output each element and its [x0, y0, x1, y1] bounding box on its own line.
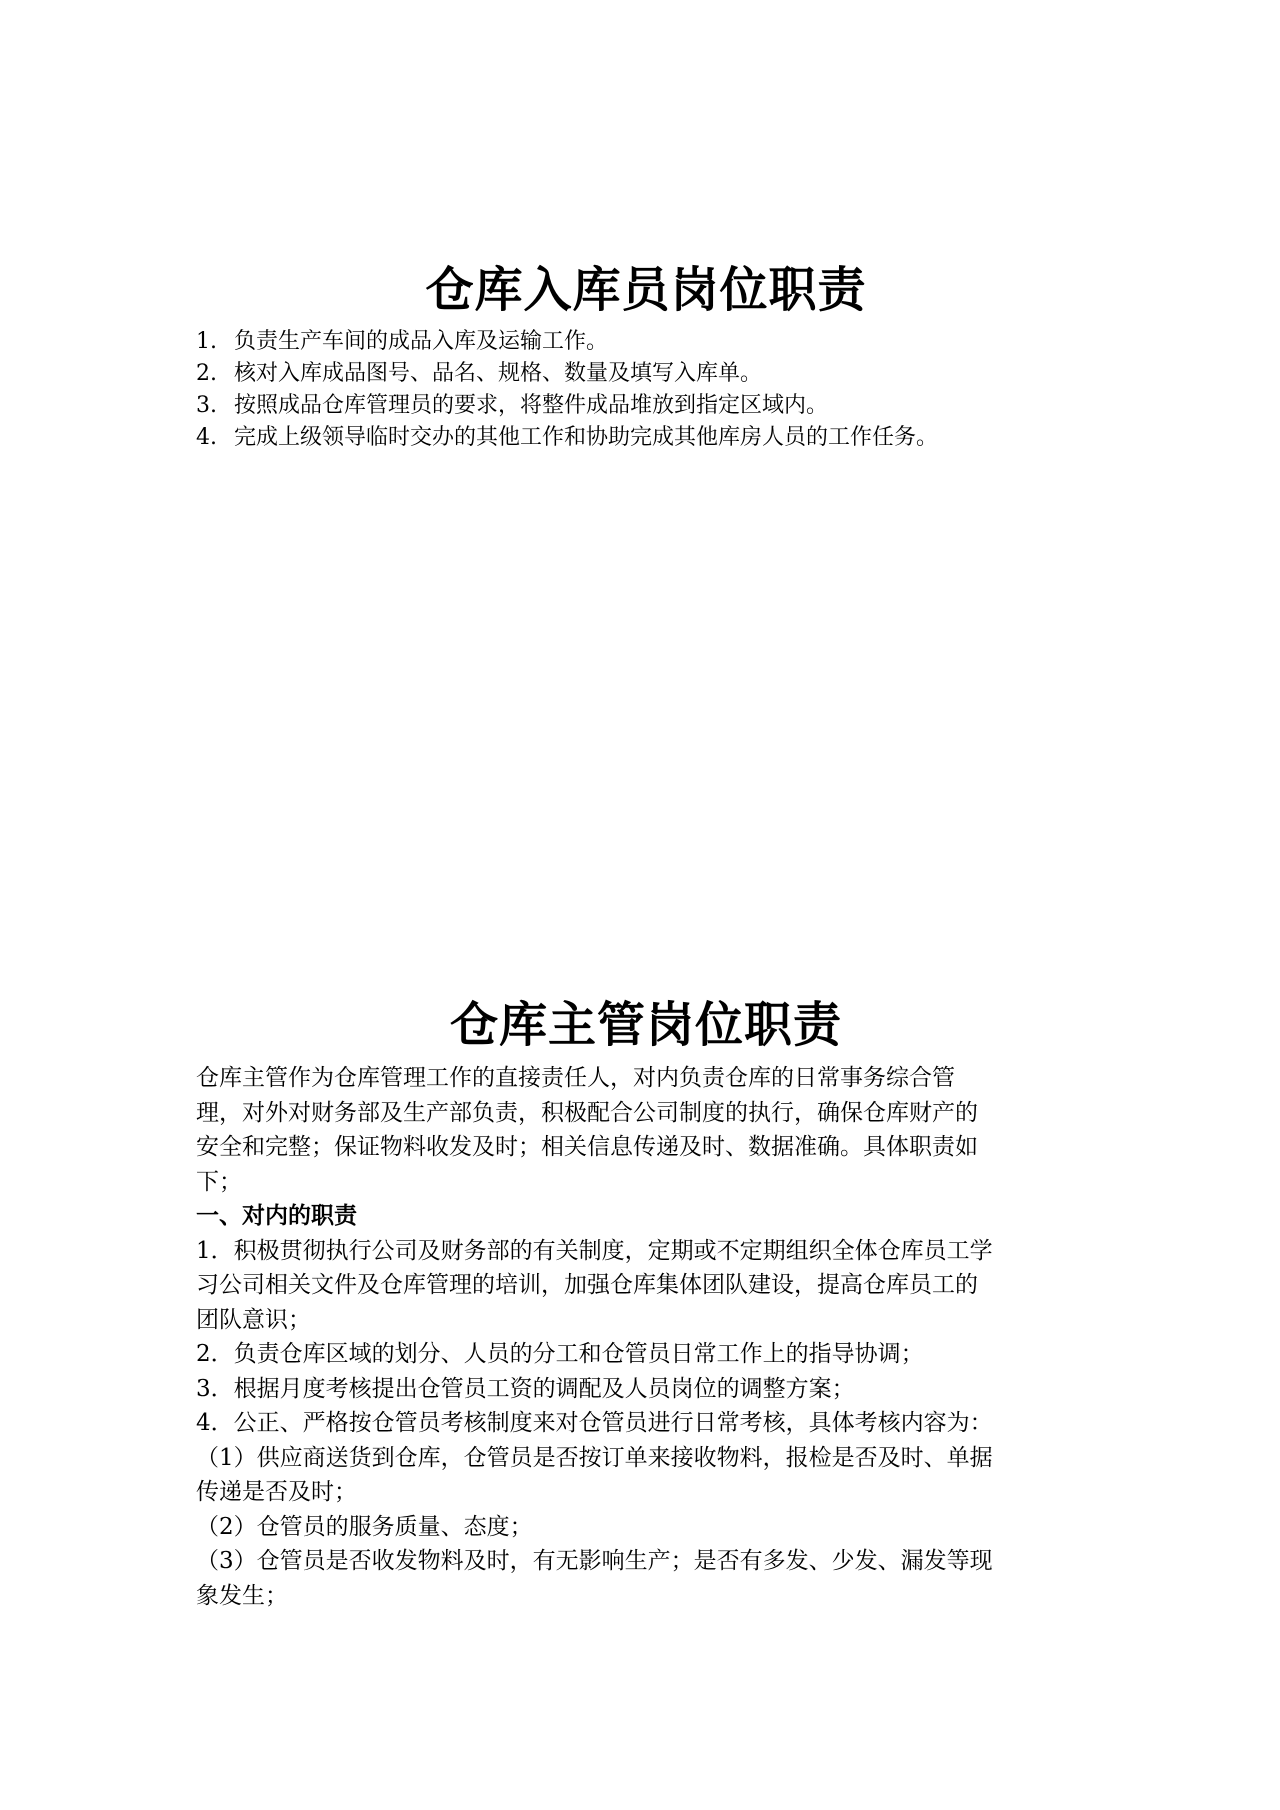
intro-paragraph	[196, 1061, 1096, 1199]
text-line: 习公司相关文件及仓库管理的培训，加强仓库集体团队建设，提高仓库员工的	[196, 1272, 978, 1298]
list-item	[196, 326, 1096, 358]
text-line: 理，对外对财务部及生产部负责，积极配合公司制度的执行，确保仓库财产的	[196, 1099, 978, 1126]
item-number: 3.	[196, 393, 217, 418]
section-warehouse-receiving-clerk	[196, 260, 1096, 454]
list-item	[196, 422, 1096, 454]
text-line: （1）供应商送货到仓库，仓管员是否按订单来接收物料，报检是否及时、单据	[196, 1444, 993, 1471]
text-line: 象发生；	[196, 1582, 288, 1609]
text-line: （2）仓管员的服务质量、态度；	[196, 1513, 533, 1540]
text-line: 1．积极贯彻执行公司及财务部的有关制度，定期或不定期组织全体仓库员工学	[196, 1237, 993, 1264]
subheading: 一、对内的职责	[196, 1203, 357, 1229]
text-line: 安全和完整；保证物料收发及时；相关信息传递及时、数据准确。具体职责如	[196, 1134, 978, 1160]
item-text: 完成上级领导临时交办的其他工作和协助完成其他库房人员的工作任务。	[234, 425, 939, 450]
item-text: 按照成品仓库管理员的要求，将整件成品堆放到指定区域内。	[234, 393, 829, 418]
list-item	[196, 358, 1096, 390]
text-line: （3）仓管员是否收发物料及时，有无影响生产；是否有多发、少发、漏发等现	[196, 1548, 993, 1574]
text-line: 3．根据月度考核提出仓管员工资的调配及人员岗位的调整方案；	[196, 1375, 855, 1402]
item-number: 2.	[196, 361, 217, 386]
text-line: 下；	[196, 1168, 242, 1195]
item-text: 核对入库成品图号、品名、规格、数量及填写入库单。	[234, 361, 763, 386]
duties-list	[196, 326, 1096, 454]
text-line: 4．公正、严格按仓管员考核制度来对仓管员进行日常考核，具体考核内容为：	[196, 1410, 993, 1436]
section-title: 仓库主管岗位职责	[449, 997, 842, 1053]
text-line: 2．负责仓库区域的划分、人员的分工和仓管员日常工作上的指导协调；	[196, 1341, 924, 1367]
list-item	[196, 390, 1096, 422]
item-number: 1.	[196, 329, 217, 354]
text-line: 团队意识；	[196, 1306, 311, 1333]
text-line: 仓库主管作为仓库管理工作的直接责任人，对内负责仓库的日常事务综合管	[196, 1065, 955, 1091]
text-line: 传递是否及时；	[196, 1479, 357, 1505]
body-paragraph	[196, 1234, 1096, 1614]
section-warehouse-supervisor	[196, 995, 1096, 1613]
section-title: 仓库入库员岗位职责	[425, 262, 867, 318]
item-text: 负责生产车间的成品入库及运输工作。	[234, 329, 609, 354]
item-number: 4.	[196, 425, 217, 450]
